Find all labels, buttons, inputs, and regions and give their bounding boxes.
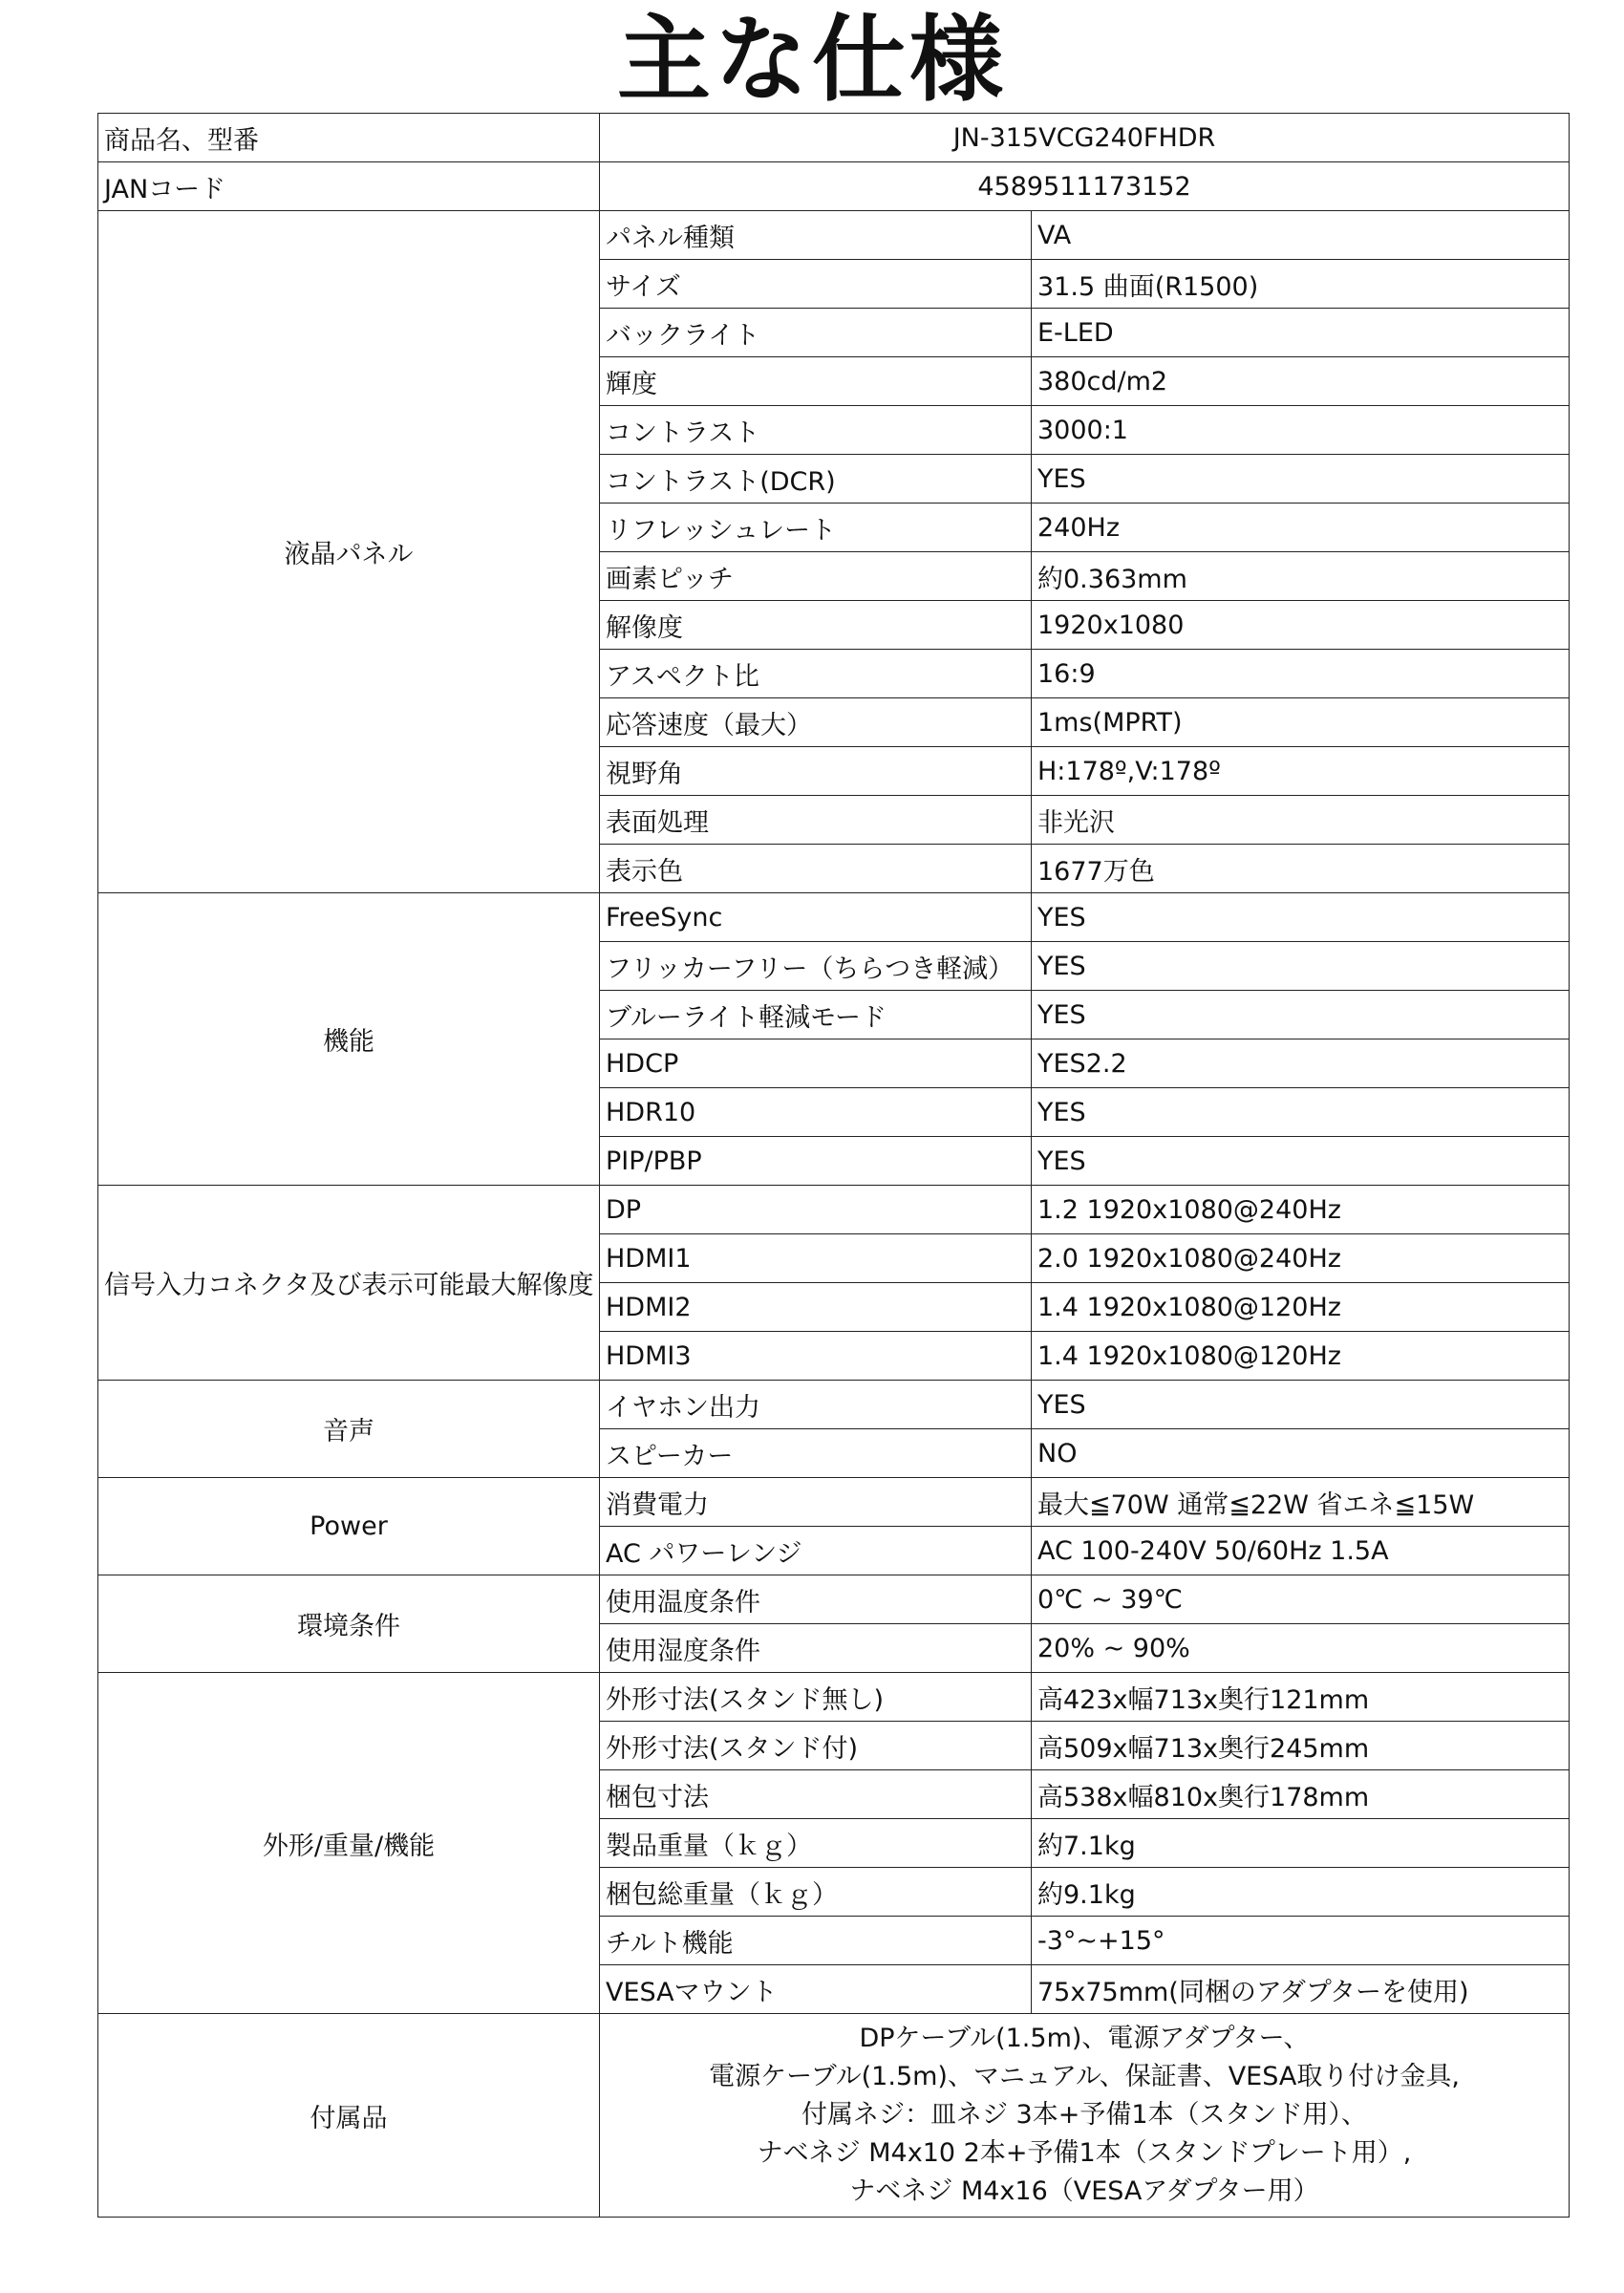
spec-value: 1920x1080 xyxy=(1032,601,1570,650)
spec-value: YES2.2 xyxy=(1032,1039,1570,1088)
spec-value: 約0.363mm xyxy=(1032,552,1570,601)
table-row-product xyxy=(98,114,1570,162)
accessory-line: 付属ネジ：皿ネジ 3本+予備1本（スタンド用）、 xyxy=(801,2100,1368,2130)
spec-label: 外形寸法(スタンド無し) xyxy=(600,1673,1032,1722)
spec-label: 視野角 xyxy=(600,747,1032,796)
table-row xyxy=(98,1186,1570,1234)
spec-label: パネル種類 xyxy=(600,211,1032,260)
spec-value: YES xyxy=(1032,893,1570,942)
spec-label: アスペクト比 xyxy=(600,650,1032,698)
table-row xyxy=(98,1381,1570,1429)
spec-label: 解像度 xyxy=(600,601,1032,650)
spec-label: 表面処理 xyxy=(600,796,1032,845)
spec-label: バックライト xyxy=(600,309,1032,357)
spec-value: 約7.1kg xyxy=(1032,1819,1570,1868)
table-row xyxy=(98,1478,1570,1527)
spec-label: 外形寸法(スタンド付) xyxy=(600,1722,1032,1770)
table-row-accessories xyxy=(98,2014,1570,2218)
spec-label: スピーカー xyxy=(600,1429,1032,1478)
spec-label: フリッカーフリー（ちらつき軽減） xyxy=(600,942,1032,991)
spec-label: HDMI1 xyxy=(600,1234,1032,1283)
accessory-line: ナベネジ M4x16（VESAアダプター用） xyxy=(849,2176,1319,2206)
spec-label: HDR10 xyxy=(600,1088,1032,1137)
group-label: 環境条件 xyxy=(98,1575,600,1673)
spec-label: 梱包総重量（ｋｇ） xyxy=(600,1868,1032,1917)
group-label: Power xyxy=(98,1478,600,1575)
spec-value: 1677万色 xyxy=(1032,845,1570,893)
group-label: 音声 xyxy=(98,1381,600,1478)
spec-value: 2.0 1920x1080@240Hz xyxy=(1032,1234,1570,1283)
spec-label: イヤホン出力 xyxy=(600,1381,1032,1429)
accessories-label: 付属品 xyxy=(98,2014,600,2218)
spec-value: YES xyxy=(1032,1381,1570,1429)
spec-value: VA xyxy=(1032,211,1570,260)
spec-value: 1.4 1920x1080@120Hz xyxy=(1032,1332,1570,1381)
spec-value: 1.4 1920x1080@120Hz xyxy=(1032,1283,1570,1332)
spec-value: 最大≦70W 通常≦22W 省エネ≦15W xyxy=(1032,1478,1570,1527)
spec-label: FreeSync xyxy=(600,893,1032,942)
product-value: JN-315VCG240FHDR xyxy=(600,114,1570,162)
spec-label: 表示色 xyxy=(600,845,1032,893)
spec-label: HDMI3 xyxy=(600,1332,1032,1381)
spec-value: 高538x幅810x奥行178mm xyxy=(1032,1770,1570,1819)
spec-label: AC パワーレンジ xyxy=(600,1527,1032,1575)
spec-label: 画素ピッチ xyxy=(600,552,1032,601)
group-label: 信号入力コネクタ及び表示可能最大解像度 xyxy=(98,1186,600,1381)
spec-value: 1ms(MPRT) xyxy=(1032,698,1570,747)
spec-value: E-LED xyxy=(1032,309,1570,357)
spec-label: 使用湿度条件 xyxy=(600,1624,1032,1673)
spec-value: YES xyxy=(1032,991,1570,1039)
spec-label: 消費電力 xyxy=(600,1478,1032,1527)
spec-label: PIP/PBP xyxy=(600,1137,1032,1186)
spec-label: 製品重量（ｋｇ） xyxy=(600,1819,1032,1868)
spec-value: 約9.1kg xyxy=(1032,1868,1570,1917)
accessory-line: DPケーブル(1.5m)、電源アダプター、 xyxy=(859,2024,1310,2053)
spec-label: コントラスト(DCR) xyxy=(600,455,1032,504)
spec-value: 240Hz xyxy=(1032,504,1570,552)
spec-label: 輝度 xyxy=(600,357,1032,406)
spec-value: -3°~+15° xyxy=(1032,1917,1570,1965)
group-label: 外形/重量/機能 xyxy=(98,1673,600,2014)
table-row xyxy=(98,893,1570,942)
product-label: 商品名、型番 xyxy=(98,114,600,162)
spec-value: 20% ~ 90% xyxy=(1032,1624,1570,1673)
accessories-list xyxy=(600,2014,1570,2218)
table-row xyxy=(98,1575,1570,1624)
spec-value: 高509x幅713x奥行245mm xyxy=(1032,1722,1570,1770)
spec-value: YES xyxy=(1032,1137,1570,1186)
spec-label: チルト機能 xyxy=(600,1917,1032,1965)
spec-value: YES xyxy=(1032,942,1570,991)
spec-value: 16:9 xyxy=(1032,650,1570,698)
spec-value: 380cd/m2 xyxy=(1032,357,1570,406)
spec-value: 1.2 1920x1080@240Hz xyxy=(1032,1186,1570,1234)
spec-value: NO xyxy=(1032,1429,1570,1478)
spec-value: 75x75mm(同梱のアダプターを使用) xyxy=(1032,1965,1570,2014)
spec-label: ブルーライト軽減モード xyxy=(600,991,1032,1039)
spec-value: 高423x幅713x奥行121mm xyxy=(1032,1673,1570,1722)
spec-label: 使用温度条件 xyxy=(600,1575,1032,1624)
spec-label: サイズ xyxy=(600,260,1032,309)
group-label: 機能 xyxy=(98,893,600,1186)
spec-label: HDCP xyxy=(600,1039,1032,1088)
spec-value: YES xyxy=(1032,1088,1570,1137)
spec-label: コントラスト xyxy=(600,406,1032,455)
spec-value: AC 100-240V 50/60Hz 1.5A xyxy=(1032,1527,1570,1575)
spec-label: リフレッシュレート xyxy=(600,504,1032,552)
page-title: 主な仕様 xyxy=(616,6,1007,115)
spec-label: 応答速度（最大） xyxy=(600,698,1032,747)
spec-label: HDMI2 xyxy=(600,1283,1032,1332)
table-row xyxy=(98,1673,1570,1722)
spec-value: 31.5 曲面(R1500) xyxy=(1032,260,1570,309)
accessory-line: ナベネジ M4x10 2本+予備1本（スタンドプレート用）, xyxy=(757,2138,1412,2168)
accessory-line: 電源ケーブル(1.5m)、マニュアル、保証書、VESA取り付け金具, xyxy=(709,2062,1460,2091)
group-label: 液晶パネル xyxy=(98,211,600,893)
spec-label: DP xyxy=(600,1186,1032,1234)
spec-label: VESAマウント xyxy=(600,1965,1032,2014)
spec-value: 3000:1 xyxy=(1032,406,1570,455)
spec-value: YES xyxy=(1032,455,1570,504)
spec-table xyxy=(97,113,1570,2218)
spec-label: 梱包寸法 xyxy=(600,1770,1032,1819)
jan-value: 4589511173152 xyxy=(600,162,1570,211)
spec-value: 非光沢 xyxy=(1032,796,1570,845)
jan-label: JANコード xyxy=(98,162,600,211)
spec-value: H:178º,V:178º xyxy=(1032,747,1570,796)
table-row xyxy=(98,211,1570,260)
spec-value: 0℃ ~ 39℃ xyxy=(1032,1575,1570,1624)
table-row-jan xyxy=(98,162,1570,211)
